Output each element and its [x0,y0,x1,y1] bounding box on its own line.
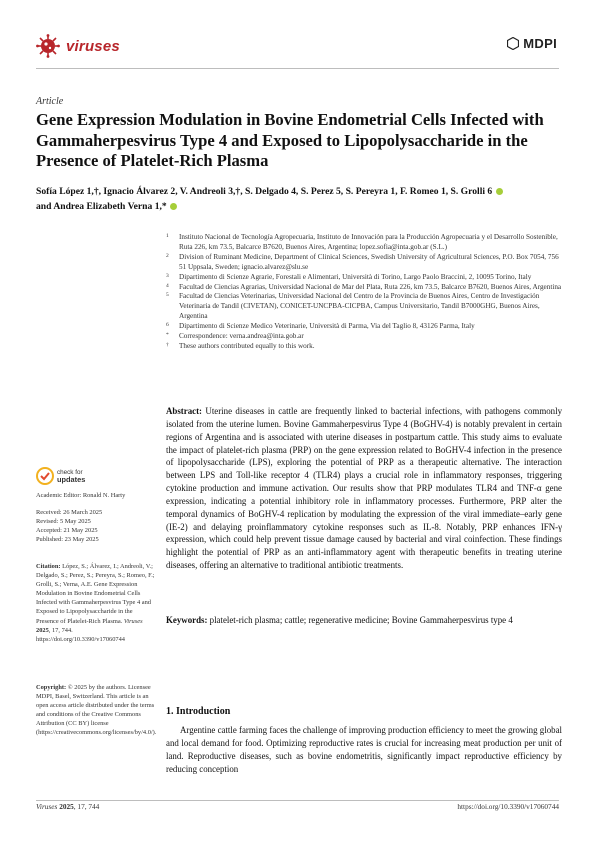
citation-year: 2025 [36,626,49,634]
affiliation-number: 3 [166,272,169,279]
check-updates-line1: check for [57,468,83,476]
mdpi-hexagon-icon [507,37,519,50]
abstract [166,405,562,572]
authors-text-1: Sofía López 1,†, Ignacio Álvarez 2, V. Andreoli 3,†, S. Delgado 4, S. Perez 5, S. Pereyra 1, F. Romeo 1, S. Grolli 6 [36,186,493,197]
author-list [36,185,561,214]
abstract-label: Abstract: [166,406,202,416]
author-line-1 [36,185,561,200]
affiliation-item [166,273,566,283]
author-line-2 [36,200,561,215]
journal-name: viruses [66,37,120,55]
footer-divider [36,800,559,801]
affiliation-text: Facultad de Ciencias Veterinarias, Universidad Nacional del Centro de la Provincia de Buenos Aires, Centro de Investigación Veterinaria de Tandil (CIVETAN), CONICET-UNCPBA-CICPBA, Campus Universitario, Tandil B7000GHG, Buenos Aires, Argentina [179,292,540,321]
check-updates-line2: updates [57,474,86,484]
abstract-text: Uterine diseases in cattle are frequently linked to bacterial infections, with pathogens commonly isolated from the uterine lumen. Bovine Gammaherpesvirus Type 4 (BoGHV-4) is notably prevalent in certain regions of Argentina and is associated with uterine diseases in postpartum cattle. This study aims to evaluate the impact of platelet-rich plasma (PRP) on the gene expression related to BoGHV-4 infection in the presence of lipopolysaccharide (LPS), exploring the potential of PRP as a therapeutic alternative. The interaction between LPS and Toll-like receptor 4 (TLR4) plays a crucial role in inflammatory responses, triggering cytokine production and immune activation. Our results show that PRP modulates TLR4 and TNF-α gene expression, indicating a potential inhibitory role in inflammatory processes. Furthermore, PRP alter the temporal dynamics of BoGHV-4 replication by modulating the expression of the viral immediate–early gene (IE-2) and delaying proinflammatory cytokine responses such as IL-8. Notably, PRP enhances IFN-γ expression, which could help prevent tissue damage caused by bacterial and viral coinfection. These findings highlight the potential of PRP as an anti-inflammatory agent with therapeutic benefits in treating uterine diseases, offering an alternative to traditional antibiotic treatments. [166,406,563,571]
citation-label: Citation: [36,563,61,570]
correspondence-item[interactable] [166,332,566,342]
introduction-heading: 1. Introduction [166,706,231,717]
revised-date: Revised: 5 May 2025 [36,518,91,526]
correspondence-text: Correspondence: verna.andrea@inta.gob.ar [179,332,304,341]
affiliations [166,233,566,352]
citation-block [36,562,156,644]
affiliation-number: 1 [166,233,169,239]
affiliation-number: 4 [166,282,169,289]
keywords-text: platelet-rich plasma; cattle; regenerative medicine; Bovine Gammaherpesvirus type 4 [209,615,513,625]
orcid-icon[interactable] [496,188,503,195]
mdpi-label: MDPI [523,36,557,51]
check-updates-label [57,469,85,484]
affiliation-item [166,233,566,253]
affiliation-text: Instituto Nacional de Tecnología Agropecuaria, Instituto de Innovación para la Producción Agropecuaria y el Desarrollo Sostenible, Ruta 226, km 73.5, Balcarce B7620, Buenos Aires, Argentina; lopez.sofia@inta.gob.ar (S.L.) [179,233,558,251]
check-for-updates-badge[interactable] [36,467,85,485]
affiliation-number: 2 [166,252,169,259]
check-updates-icon [36,467,54,485]
accepted-date: Accepted: 21 May 2025 [36,527,98,535]
publication-dates [36,508,156,544]
journal-logo[interactable] [36,34,120,58]
keywords-label: Keywords: [166,615,208,625]
note-text: These authors contributed equally to this work. [179,341,315,350]
affiliation-text: Dipartimento di Scienze Agrarie, Forestali e Alimentari, Università di Torino, Largo Paolo Braccini, 2, 10095 Torino, Italy [179,272,532,281]
received-date: Received: 26 March 2025 [36,509,103,516]
copyright-block [36,683,156,738]
mdpi-logo[interactable] [507,36,557,51]
affiliation-text: Facultad de Ciencias Agrarias, Universidad Nacional de Mar del Plata, Ruta 226, km 73.5, Balcarce B7620, Buenos Aires, Argentina [179,282,562,291]
affiliation-text: Dipartimento di Scienze Medico Veterinarie, Università di Parma, Via del Taglio 8, 43126 Parma, Italy [179,322,475,331]
copyright-label: Copyright: [36,684,67,691]
footer-year: 2025 [59,802,74,811]
affiliation-item [166,322,566,332]
affiliation-number: * [166,332,169,339]
affiliation-item [166,283,566,293]
footer-doi-link[interactable]: https://doi.org/10.3390/v17060744 [457,802,559,811]
article-title: Gene Expression Modulation in Bovine Endometrial Cells Infected with Gammaherpesvirus Type 4 and Exposed to Lipopolysaccharide in the Presence of Platelet-Rich Plasma [36,110,544,170]
citation-text: López, S.; Álvarez, I.; Andreoli, V.; Delgado, S.; Perez, S.; Pereyra, S.; Romeo, F.; Grolli, S.; Verna, A.E. Gene Expression Modulation in Bovine Endometrial Cells Infected with Gammaherpesvirus Type 4 and Exposed to Lipopolysaccharide in the Presence of Platelet-Rich Plasma. [36,563,155,625]
affiliation-number: 5 [166,292,169,299]
academic-editor: Academic Editor: Ronald N. Harty [36,492,126,499]
footer-journal: Viruses [36,802,58,811]
equal-contribution-note [166,342,566,352]
footer-citation [36,802,99,811]
keywords [166,614,562,627]
affiliation-item [166,292,566,322]
affiliation-item [166,253,566,273]
citation-doi[interactable]: , 17, 744. https://doi.org/10.3390/v17060744 [36,626,126,643]
affiliation-text: Division of Ruminant Medicine, Department of Clinical Sciences, Swedish University of Agricultural Sciences, P.O. Box 7054, 756 51 Uppsala, Sweden; ignacio.alvarez@slu.se [179,252,559,271]
header-divider [36,68,559,69]
affiliation-number: 6 [166,322,169,329]
authors-text-2: and Andrea Elizabeth Verna 1,* [36,200,167,212]
article-type: Article [36,96,64,107]
affiliation-number: † [166,341,169,348]
orcid-icon[interactable] [170,203,177,210]
introduction-text: Argentine cattle farming faces the challenge of improving production efficiency to meet the growing global and local demand for food. Optimizing reproductive rates is crucial for increasing meat production per unit of land. Reproductive diseases, such as bovine endometritis, significantly impact reproductive efficiency by reducing conception [166,725,562,774]
virus-icon [36,34,60,58]
copyright-text: © 2025 by the authors. Licensee MDPI, Basel, Switzerland. This article is an open access article distributed under the terms and conditions of the Creative Commons Attribution (CC BY) license (https://creativecommons.org/licenses/by/4.0/). [36,684,157,737]
citation-journal: Viruses [123,617,143,625]
footer-volume: , 17, 744 [73,802,100,811]
published-date: Published: 23 May 2025 [36,536,99,544]
